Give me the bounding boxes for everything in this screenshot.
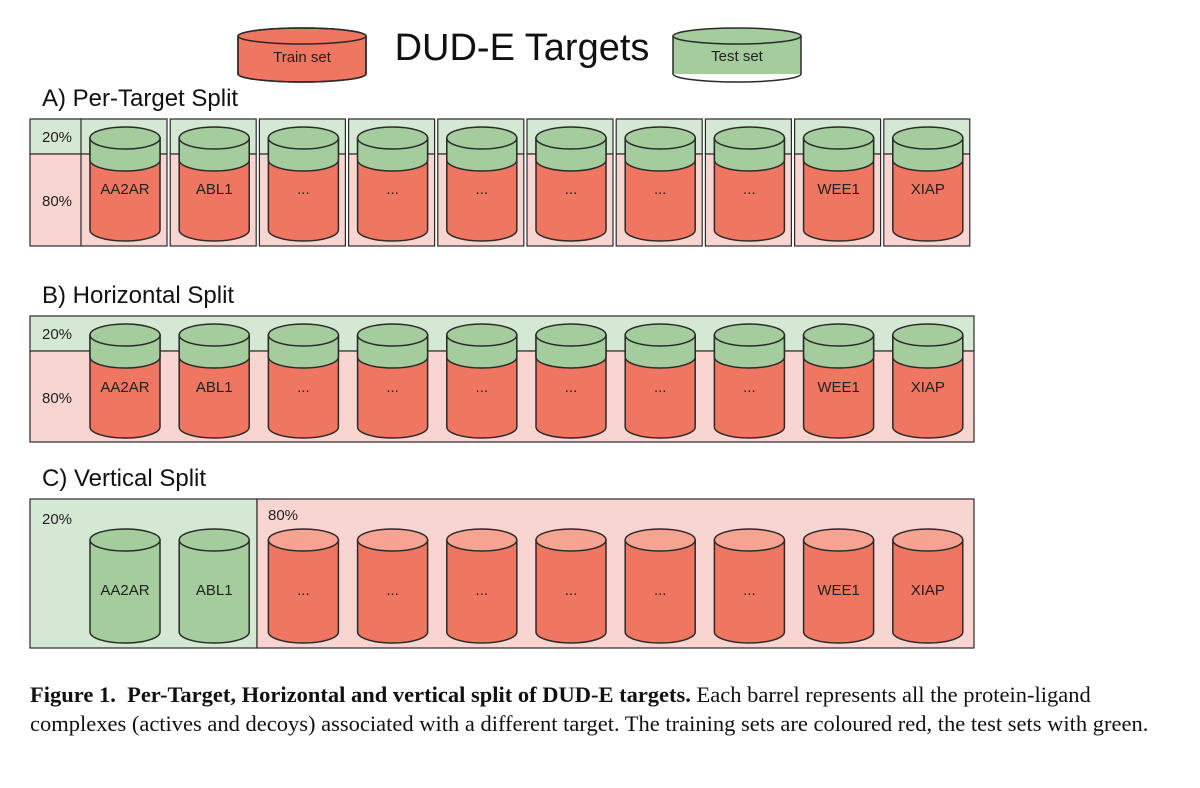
legend-test-label: Test set bbox=[711, 48, 763, 65]
target-barrel bbox=[625, 529, 695, 643]
target-label: WEE1 bbox=[817, 181, 860, 198]
target-cell bbox=[884, 119, 970, 246]
target-barrel bbox=[268, 529, 338, 643]
panel-per-target bbox=[30, 85, 970, 246]
target-barrel bbox=[625, 324, 695, 438]
target-barrel bbox=[714, 127, 784, 241]
target-barrel bbox=[358, 324, 428, 438]
panel-vertical bbox=[30, 465, 974, 648]
target-label: ... bbox=[475, 181, 489, 198]
target-barrel bbox=[893, 324, 963, 438]
target-label: ... bbox=[386, 379, 399, 396]
target-label: ... bbox=[297, 582, 310, 599]
target-barrel bbox=[625, 127, 695, 241]
diagram-title: DUD-E Targets bbox=[394, 27, 650, 69]
target-label: ... bbox=[653, 181, 667, 198]
legend-train-label: Train set bbox=[273, 49, 331, 66]
target-barrel bbox=[536, 324, 606, 438]
target-barrel bbox=[804, 529, 874, 643]
target-barrel bbox=[447, 127, 517, 241]
test-percent-label: 20% bbox=[42, 326, 73, 343]
target-label: ... bbox=[743, 181, 756, 198]
target-label: XIAP bbox=[910, 582, 945, 599]
target-label: AA2AR bbox=[100, 181, 150, 198]
train-percent-label: 80% bbox=[42, 193, 73, 210]
target-barrel bbox=[893, 529, 963, 643]
target-barrel bbox=[179, 529, 249, 643]
panel-title: A) Per-Target Split bbox=[42, 85, 239, 112]
target-cell bbox=[170, 119, 256, 246]
target-barrel bbox=[536, 529, 606, 643]
panel-title: B) Horizontal Split bbox=[42, 282, 235, 309]
target-barrel bbox=[90, 127, 160, 241]
target-label: ABL1 bbox=[195, 181, 233, 198]
target-label: ABL1 bbox=[195, 379, 233, 396]
test-percent-label: 20% bbox=[42, 511, 73, 528]
target-barrel bbox=[268, 127, 338, 241]
target-barrel bbox=[90, 324, 160, 438]
target-barrel bbox=[90, 529, 160, 643]
target-barrel bbox=[268, 324, 338, 438]
legend bbox=[238, 27, 801, 82]
target-label: ... bbox=[653, 582, 667, 599]
figure-caption bbox=[30, 680, 1180, 738]
target-barrel bbox=[447, 529, 517, 643]
target-cell bbox=[616, 119, 702, 246]
train-percent-label: 80% bbox=[268, 507, 299, 524]
target-label: ... bbox=[564, 181, 578, 198]
target-barrel bbox=[804, 324, 874, 438]
caption-label: Figure 1. bbox=[30, 682, 116, 707]
target-label: WEE1 bbox=[817, 379, 860, 396]
target-label: ... bbox=[297, 181, 310, 198]
target-label: ... bbox=[386, 582, 399, 599]
target-label: ... bbox=[743, 582, 756, 599]
target-barrel bbox=[893, 127, 963, 241]
target-barrel bbox=[804, 127, 874, 241]
target-barrel bbox=[536, 127, 606, 241]
target-label: ... bbox=[475, 582, 489, 599]
target-cell bbox=[795, 119, 881, 246]
target-label: ... bbox=[743, 379, 756, 396]
target-label: ... bbox=[564, 582, 578, 599]
panel-title: C) Vertical Split bbox=[42, 465, 207, 492]
target-label: ... bbox=[297, 379, 310, 396]
target-barrel bbox=[358, 127, 428, 241]
target-cell bbox=[349, 119, 435, 246]
test-percent-label: 20% bbox=[42, 129, 73, 146]
target-label: ... bbox=[475, 379, 489, 396]
split-labels bbox=[30, 119, 82, 246]
target-cell bbox=[259, 119, 345, 246]
target-cell bbox=[527, 119, 613, 246]
target-barrel bbox=[179, 127, 249, 241]
target-label: AA2AR bbox=[100, 582, 150, 599]
target-barrel bbox=[714, 324, 784, 438]
target-label: WEE1 bbox=[817, 582, 860, 599]
target-cell bbox=[705, 119, 791, 246]
target-label: XIAP bbox=[910, 379, 945, 396]
target-label: XIAP bbox=[910, 181, 945, 198]
legend-train-barrel bbox=[238, 28, 366, 82]
target-barrel bbox=[358, 529, 428, 643]
caption-heading: Per-Target, Horizontal and vertical split of DUD-E targets. bbox=[127, 682, 691, 707]
legend-test-barrel bbox=[673, 28, 801, 82]
train-percent-label: 80% bbox=[42, 390, 73, 407]
target-label: ... bbox=[386, 181, 399, 198]
target-cell bbox=[81, 119, 167, 246]
target-label: ABL1 bbox=[195, 582, 233, 599]
caption-body: Each barrel represents all the protein-ligand complexes (actives and decoys) associated with a different target. The training sets are coloured red, the test sets with green. bbox=[30, 682, 1149, 736]
target-label: ... bbox=[653, 379, 667, 396]
target-label: ... bbox=[564, 379, 578, 396]
target-barrel bbox=[447, 324, 517, 438]
target-barrel bbox=[714, 529, 784, 643]
panel-horizontal bbox=[30, 282, 974, 442]
target-label: AA2AR bbox=[100, 379, 150, 396]
target-barrel bbox=[179, 324, 249, 438]
target-cell bbox=[438, 119, 524, 246]
